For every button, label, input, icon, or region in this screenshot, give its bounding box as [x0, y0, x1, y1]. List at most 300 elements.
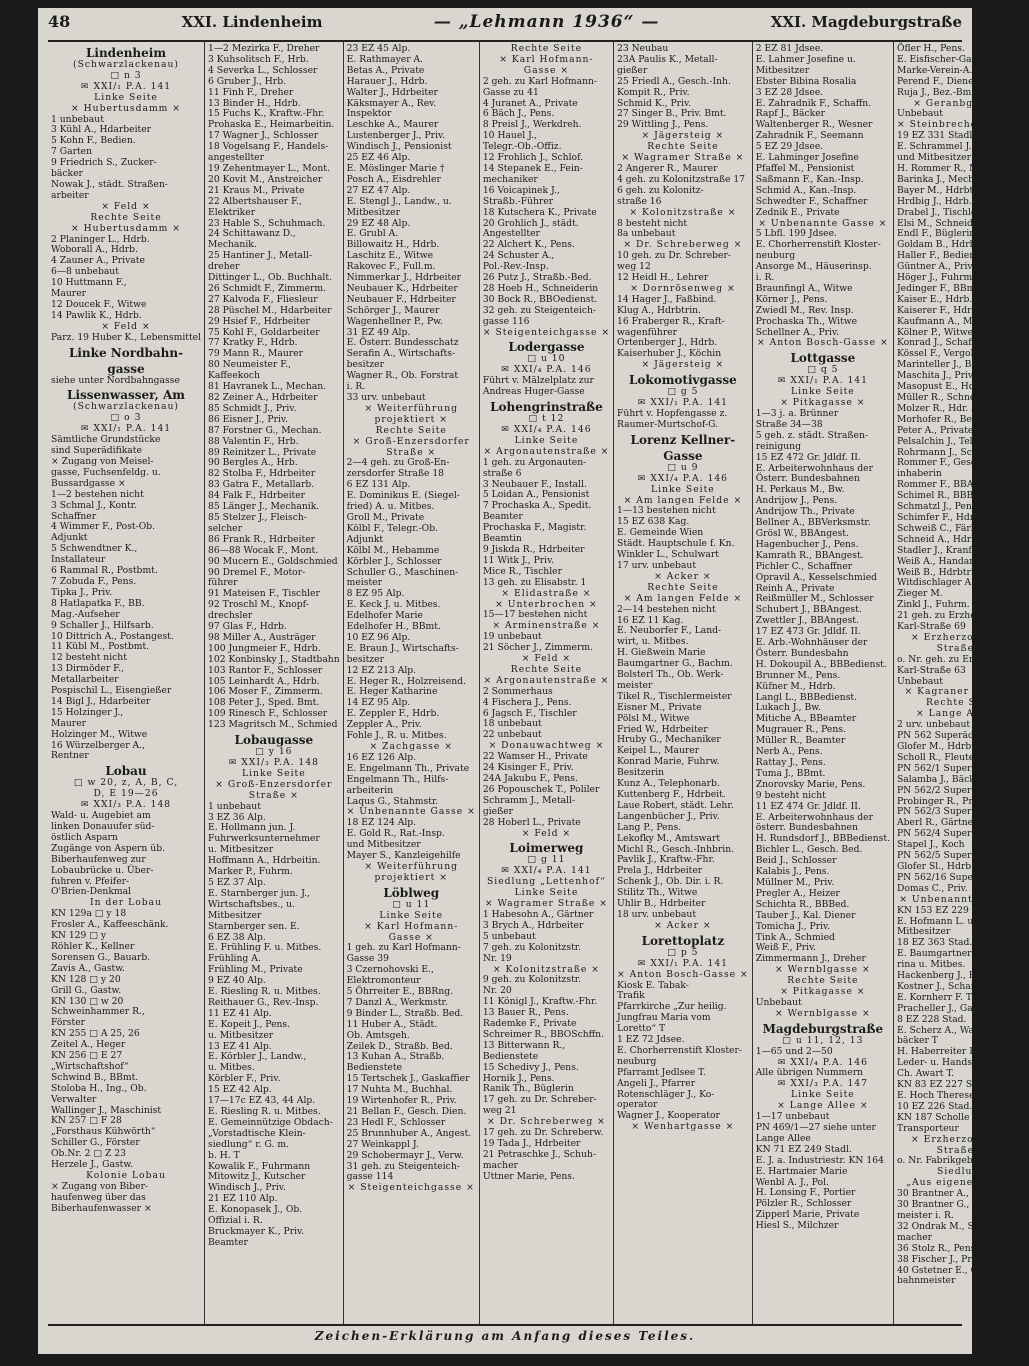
entry-line: Zeitel A., Heger [51, 1039, 126, 1051]
entry-line: Schwedter F., Schaffner [755, 195, 868, 207]
entry-line: 15 EZ 472 Gr. Jdldf. II. [755, 451, 861, 463]
entry-line: 28 Hoeb H., Schneiderin [482, 282, 599, 294]
section-label: Rechte Seite [647, 141, 719, 153]
section-label: Linke Seite [651, 483, 715, 495]
entry-line: Uttner Marie, Pens. [482, 1170, 575, 1182]
entry-line: 1 geh. zu Argonauten- [482, 456, 587, 468]
entry-line: 90 Dremel F., Motor- [208, 566, 306, 578]
entry-line: 10 Huttmann F., [51, 277, 127, 289]
entry-line: Znorovsky Marie, Pens. [755, 778, 866, 790]
entry-line: E. Kopeit J., Pens. [208, 1018, 291, 1030]
entry-line: 1—3 j. a. Brünner [755, 408, 839, 419]
entry-line: Rommer F., BBAngest. [896, 479, 1003, 491]
entry-line: E. Zeppler F., Hdrb. [346, 708, 440, 720]
entry-line: 13 EZ 41 Alp. [208, 1040, 272, 1052]
entry-line: Frosler A., Kaffeeschänk. [51, 919, 169, 931]
entry-line: Edelhofer Marie [346, 610, 423, 622]
entry-line: PN 562/3 Superädifikat [896, 806, 1007, 818]
entry-line: Prochaska F., Magistr. [482, 522, 587, 534]
entry-line: 77 Kratky F., Hdrb. [208, 337, 298, 349]
entry-line: Mitbesitzer [208, 909, 262, 921]
section-label: □ o 3 [110, 412, 142, 424]
entry-line: macher [896, 1231, 933, 1243]
entry-line: 3 Czernohovski E., [346, 964, 434, 976]
section-label: × Kagraner Anger × [904, 686, 1019, 698]
entry-line: Raumer-Murtschof-G. [617, 418, 719, 430]
entry-line: E. Hartmaier Marie [755, 1165, 848, 1177]
entry-line: 16 Würzelberger A., [51, 739, 146, 751]
entry-line: 21 Bellan F., Gesch. Dien. [346, 1106, 467, 1117]
section-label: × Pitkagasse × [780, 397, 866, 409]
entry-line: 1 EZ 72 Jdsee. [617, 1034, 685, 1046]
entry-line: 27 Kalvoda F., Fliesleur [208, 293, 318, 305]
section-label: × Dr. Schreberweg × [623, 239, 743, 251]
entry-line: Andrijow J., Pens. [755, 495, 838, 507]
entry-line: Schneid A., Hdrb. [896, 533, 980, 545]
entry-line: 14 Bigl J., Hdarbeiter [51, 695, 151, 707]
street-heading: Gasse [663, 448, 703, 463]
entry-line: Kalabis J., Pens. [755, 866, 830, 878]
column-5 [614, 42, 753, 1324]
section-label: Straße × [386, 446, 437, 458]
entry-line: Hagenbucher J., Pens. [755, 538, 859, 550]
entry-line: meister [617, 679, 653, 691]
entry-line: Lange Allee [755, 1132, 811, 1144]
entry-line: 82 Zeiner A., Hdrbeiter [208, 392, 318, 403]
entry-line: Österr. Bundesbahnen [755, 473, 860, 485]
entry-line: Klug A., Hdrbtrin. [617, 304, 701, 316]
entry-line: 16 EZ 126 Alp. [346, 751, 417, 763]
entry-line: 4 Wimmer F., Post-Ob. [51, 521, 156, 533]
entry-line: Pfarrkirche „Zur heilig. [617, 1001, 727, 1013]
section-label: ✉ XXI/₁ P.A. 141 [80, 423, 172, 435]
entry-line: Kowalik F., Fuhrmann [208, 1160, 311, 1172]
entry-line: Müller R., Beamter [755, 735, 846, 747]
entry-line: Fuhrwerksunternehmer [208, 833, 320, 845]
section-label: × Arminenstraße × [492, 620, 601, 632]
entry-line: Schmid K., Priv. [617, 97, 691, 109]
entry-line: Langenbücher J., Priv. [617, 810, 720, 822]
entry-line: 2 urv. unbebaut [896, 719, 971, 731]
entry-line: × Zugang von Meisel- [51, 456, 154, 467]
section-label: × Erzherzog Karl- [911, 631, 1013, 643]
entry-line: Unbebaut [896, 675, 943, 687]
entry-line: 5 Schwendtner K., [51, 543, 138, 555]
page-footer: Zeichen-Erklärung am Anfang dieses Teiles. [48, 1324, 962, 1347]
entry-line: Installateur [51, 554, 106, 566]
entry-line: 3 Kuhsolitsch F., Hrb. [208, 53, 309, 65]
entry-line: H. Dokoupil A., BBBedienst. [755, 658, 887, 670]
entry-line: 92 Troschl M., Knopf- [208, 599, 309, 611]
entry-line: 14 Stepanek E., Fein- [482, 162, 583, 174]
section-label: Siedlung [937, 1166, 987, 1178]
entry-line: Rohrmann J., Schlosser [896, 446, 1006, 458]
entry-line: Bayer M., Hdrbtrin. [896, 184, 990, 196]
entry-line: meister [346, 577, 382, 589]
entry-line: Körner J., Pens. [755, 293, 828, 305]
section-label: Linke Seite [791, 1089, 855, 1101]
entry-line: Prochaska Th., Witwe [755, 315, 858, 327]
entry-line: 105 Leinhardt A., Hdrb. [208, 675, 320, 687]
entry-line: KN 255 □ A 25, 26 [51, 1028, 140, 1040]
entry-line: Sämtliche Grundstücke [51, 434, 161, 446]
entry-line: Trafik [617, 990, 645, 1002]
section-label: × Elidastraße × [501, 587, 592, 599]
entry-line: o. Nr. geh. zu Erzherzog [896, 653, 1011, 665]
entry-line: Nerb A., Pens. [755, 746, 823, 758]
entry-line: sind Superädifikate [51, 445, 142, 457]
entry-line: H. Lonsing F., Portier [755, 1187, 856, 1199]
entry-line: „Wirtschaftshof“ [51, 1060, 129, 1072]
entry-line: H. Gießwein Marie [617, 647, 706, 659]
entry-line: 16 Fraberger R., Kraft- [617, 315, 725, 327]
entry-line: gießer [482, 805, 514, 817]
section-label: × Acker × [654, 570, 712, 582]
entry-line: Haller F., Bedienerin [896, 250, 994, 262]
entry-line: 6 EZ 131 Alp. [346, 479, 411, 491]
section-label: (Schwarzlackenau) [73, 401, 179, 413]
entry-line: Zeppler A., Priv. [346, 719, 422, 731]
entry-line: Perend F., Diener [896, 75, 978, 87]
entry-line: Lobaubrücke u. Über- [51, 864, 154, 876]
section-label: Linke Seite [241, 767, 306, 779]
entry-line: bahnmeister [896, 1275, 956, 1287]
entry-line: Parz. 19 Huber K., Lebensmittel [51, 331, 202, 343]
entry-line: 17 EZ 473 Gr. Jdldf. II. [755, 626, 861, 638]
entry-line: 1—2 Mezirka F., Dreher [208, 43, 320, 54]
section-label: × Unbenannter Weg × [899, 893, 1025, 905]
entry-line: 8a unbebaut [617, 228, 676, 240]
entry-line: Transporteur [896, 1122, 959, 1134]
entry-line: 14 EZ 95 Alp. [346, 697, 411, 709]
entry-line: 12 Frohlich J., Schlof. [482, 152, 584, 164]
entry-line: rina u. Mitbes. [896, 959, 966, 971]
entry-line: 1—17 unbebaut [755, 1111, 830, 1123]
column-3 [344, 42, 480, 1324]
entry-line: Prohaska E., Heimarbeitin. [208, 119, 335, 131]
section-label: ✉ XXI/₁ P.A. 141 [777, 375, 868, 387]
entry-line: 12 Heidl H., Lehrer [617, 272, 709, 284]
entry-line: Jungfrau Maria vom [617, 1012, 711, 1024]
section-label: D, E 19—26 [93, 788, 159, 800]
entry-line: Mice R., Tischler [482, 565, 562, 577]
entry-line: 14 Pawlik K., Hdrb. [51, 309, 142, 321]
entry-line: führer [208, 577, 238, 589]
entry-line: Wirtschaftsbes., u. [208, 898, 296, 910]
entry-line: Unbebaut [755, 996, 802, 1008]
entry-line: Stoloba H., Ing., Ob. [51, 1082, 147, 1094]
entry-line: Zugänge von Aspern üb. [51, 842, 165, 854]
entry-line: 9 Binder L., Straßb. Bed. [346, 1007, 464, 1019]
entry-line: Kunz A., Telephonarb. [617, 778, 720, 790]
entry-line: E. Stengl J., Landw., u. [346, 195, 452, 207]
section-label: × Dornrösenweg × [630, 282, 736, 294]
entry-line: 3 Kühl A., Hdarbeiter [51, 124, 152, 136]
entry-line: Biberhaufenweg zur [51, 853, 146, 865]
entry-line: 85 Länger J., Mechanik. [208, 501, 320, 513]
entry-line: Pölzler R., Schlosser [755, 1198, 852, 1210]
entry-line: Probinger R., Private [896, 795, 996, 807]
entry-line: 103 Rantor F., Schlosser [208, 664, 323, 676]
section-label: Straße × [936, 1144, 987, 1156]
entry-line: E. Kornherr F. T [896, 991, 972, 1003]
entry-line: Witdischlager A., Bw. [896, 577, 997, 589]
entry-line: Ruja J., Bez.-Bmt. [896, 86, 978, 98]
entry-line: 20 Grohlich J., städt. [482, 217, 579, 229]
entry-line: Stapel J., Koch [896, 839, 965, 851]
entry-line: Windisch J., Pensionist [346, 141, 452, 153]
entry-line: arbeiter [51, 189, 89, 201]
entry-line: wirt, u. Mitbes. [617, 636, 689, 648]
entry-line: PN 562 Superädifikat [896, 730, 998, 742]
entry-line: E. Riesling R. u. Mitbes. [208, 1106, 321, 1117]
section-label: × Steigenteichgasse × [482, 326, 611, 338]
entry-line: 26 Schmidt F., Zimmerm. [208, 282, 327, 294]
section-label: Rechte Seite [787, 975, 859, 987]
entry-line: Glofer M., Hdrbtrin. [896, 741, 992, 752]
entry-line: Marke-Verein-A.G. [896, 64, 983, 76]
entry-line: Salamba J., Bäcker [896, 773, 985, 785]
street-heading: Lohengrinstraße [490, 400, 603, 415]
entry-line: 23 Hable S., Schuhmach. [208, 217, 326, 229]
entry-line: Scholl R., Fleuterin [896, 751, 988, 763]
entry-line: Kölbl F., Telegr.-Ob. [346, 522, 439, 534]
entry-line: 5 Loidan A., Pensionist [482, 489, 590, 501]
entry-line: Herzele J., Gastw. [51, 1159, 134, 1171]
entry-line: Rademke F., Private [482, 1018, 577, 1030]
entry-line: 7 geh. zu Kolonitzstr. [482, 941, 582, 953]
entry-line: Laqus G., Stahmstr. [346, 795, 439, 807]
entry-line: 123 Magritsch M., Schmied [208, 719, 338, 731]
section-label: □ n 3 [110, 69, 142, 81]
entry-line: Kölner P., Witwe [896, 326, 974, 338]
entry-line: 8 Preisl J., Werkdreh. [482, 119, 582, 131]
entry-line: 13 Kuhan A., Straßb. [346, 1051, 445, 1063]
entry-line: 21 geh. zu Erzherzog [896, 610, 997, 622]
entry-line: 6 Rammal R., Postbmt. [51, 565, 158, 577]
entry-line: Hrdbig J., Hdrb. [896, 195, 972, 207]
column-7 [894, 42, 1029, 1324]
entry-line: 29 Wittling J., Pens. [617, 119, 709, 131]
entry-line: Zednik E., Private [755, 206, 840, 218]
entry-line: Zeilek D., Straßb. Bed. [346, 1040, 453, 1052]
entry-line: Bellner A., BBVerksmstr. [755, 517, 871, 529]
entry-line: 11 EZ 474 Gr. Jdldf. II. [755, 800, 861, 812]
entry-line: E. Hoch Therese [896, 1090, 975, 1101]
entry-line: Mechanik. [208, 239, 257, 251]
entry-line: Woborall A., Hdrb. [51, 244, 138, 256]
entry-line: Zwettler J., BBAngest. [755, 615, 859, 627]
entry-line: Pelsalchin J., Tel. Adjkt. [896, 435, 1007, 447]
section-label: ✉ XXI/₃ P.A. 147 [777, 1078, 868, 1090]
entry-line: Ch. Awart T. [896, 1068, 955, 1080]
entry-line: 17 urv. unbebaut [617, 559, 697, 571]
entry-line: 4 Severka L., Schlosser [208, 64, 318, 76]
section-label: □ g 11 [527, 854, 566, 866]
entry-line: KN 83 EZ 227 Stad. [896, 1079, 991, 1091]
entry-line: 17 geh. zu Dr. Schreber- [482, 1094, 597, 1106]
entry-line: Engelmann Th., Hilfs- [346, 773, 449, 785]
section-label: × Anton Bosch-Gasse × [757, 337, 889, 349]
entry-line: 6—8 unbebaut [51, 266, 119, 278]
section-label: ✉ XXI/₄ P.A. 146 [777, 1056, 868, 1068]
entry-line: haufenweg über das [51, 1191, 146, 1203]
entry-line: 84 Falk F., Hdrbeiter [208, 490, 306, 502]
entry-line: 97 Glas F., Hdrb. [208, 621, 287, 633]
entry-line: linken Donauufer süd- [51, 821, 155, 832]
entry-line: Pregler A., Heizer [755, 887, 840, 899]
entry-line: Holzinger M., Witwe [51, 728, 148, 740]
entry-line: Bruckmayer K., Priv. [208, 1225, 305, 1237]
entry-line: Bolsterl Th., Ob. Werk- [617, 669, 724, 681]
section-label: × Argonautenstraße × [483, 674, 610, 686]
entry-line: E. Gemeinde Wien [617, 527, 704, 539]
entry-line: 6 EZ 38 Alp. [208, 931, 266, 943]
entry-line: Konrad J., Schaffner [896, 337, 991, 349]
entry-line: 6 Gruber J., Hrb. [208, 75, 286, 87]
entry-line: 10 EZ 96 Alp. [346, 631, 411, 643]
entry-line: Grill G., Gastw. [51, 984, 122, 996]
header-title: — „Lehmann 1936“ — [433, 12, 660, 32]
entry-line: Weiß B., Hdrbtrin. [896, 566, 983, 578]
section-label: × Hubertusdamm × [71, 222, 181, 234]
entry-line: 22 Albertshauser F., [208, 195, 302, 207]
entry-line: Führt v. Mälzelplatz zur [482, 375, 594, 387]
entry-line: H. Rommer R., Mechaniker [896, 162, 1025, 174]
entry-line: macher [482, 1159, 518, 1171]
entry-line: 1—65 und 2—50 [755, 1045, 833, 1057]
section-label: × Feld × [101, 200, 151, 212]
entry-line: 25 Hantiner J., Metall- [208, 250, 313, 262]
street-heading: Löblweg [383, 885, 440, 900]
entry-line: 3 EZ 28 Jdsee. [755, 86, 824, 98]
section-label: □ w 20, z, A, B, C, [73, 777, 179, 789]
entry-line: Kuttenberg F., Hdrbeit. [617, 789, 726, 800]
street-heading: Lobau [105, 764, 147, 779]
entry-line: Unbebaut [896, 108, 943, 120]
entry-line: 8 EZ 228 Stad. [896, 1013, 967, 1025]
entry-line: Gasse zu 41 [482, 86, 539, 98]
entry-line: 38 Fischer J., Priv. [896, 1253, 982, 1265]
entry-line: zersdorfer Straße 18 [346, 468, 445, 480]
entry-line: 30 Brantner G., Werk- [896, 1199, 1000, 1211]
entry-line: 18 Kutschera K., Private [482, 206, 597, 218]
entry-line: Morhofer R., Bedien. [896, 413, 995, 425]
entry-line: 14 Hager J., Faßbind. [617, 293, 717, 305]
entry-line: Elektriker [208, 206, 256, 218]
entry-line: 12 Doucek F., Witwe [51, 298, 147, 310]
entry-line: 75 Kohl F., Goldarbeiter [208, 326, 320, 338]
entry-line: wagenführer [617, 326, 678, 338]
entry-line: Kiosk E. Tabak- [617, 979, 689, 991]
entry-line: selcher [208, 522, 242, 534]
entry-line: E. Rathmayer A. [346, 53, 424, 65]
entry-line: Rapf J., Bäcker [755, 108, 826, 120]
header-left-section: XXI. Lindenheim [181, 13, 323, 31]
entry-line: 18 unbebaut [482, 718, 542, 730]
entry-line: E. Heger R., Holzreisend. [346, 675, 466, 687]
entry-line: Zipperl Marie, Private [755, 1209, 860, 1221]
entry-line: 86 Frank R., Hdrbeiter [208, 533, 316, 545]
entry-line: E. Gold R., Rat.-Insp. [346, 828, 445, 840]
entry-line: 31 EZ 49 Alp. [346, 326, 411, 338]
section-label: □ u 10 [527, 353, 566, 365]
entry-line: 4 Fischera J., Pens. [482, 696, 572, 708]
entry-line: Bedienstete [482, 1050, 539, 1062]
section-label: × Unterbrochen × [495, 598, 598, 610]
section-label: × Weiterführung [364, 402, 459, 414]
section-label: × Wagramer Straße × [621, 152, 745, 164]
entry-line: 11 Kübl M., Postbmt. [51, 641, 150, 653]
entry-line: Tink A., Schmied [755, 931, 835, 943]
entry-line: 18 EZ 363 Stad. [896, 937, 973, 949]
entry-line: 86—88 Wocak F., Mont. [208, 544, 319, 556]
entry-line: Schubert J., BBAngest. [755, 604, 862, 616]
entry-line: 36 Stolz R., Pens. [896, 1242, 979, 1254]
section-label: × Anton Bosch-Gasse × [617, 968, 749, 980]
entry-line: 13 Bitterwann R., [482, 1039, 566, 1051]
entry-line: bäcker T [896, 1035, 938, 1047]
entry-line: 4 Zauner A., Private [51, 255, 145, 267]
section-label: ✉ XXI/₄ P.A. 141 [501, 865, 592, 877]
entry-line: 11 EZ 41 Alp. [208, 1007, 272, 1019]
entry-line: 1—13 bestehen nicht [617, 505, 716, 517]
entry-line: neuburg [755, 250, 796, 262]
section-label: □ p 5 [667, 946, 699, 958]
entry-line: i. R. [755, 272, 775, 284]
entry-line: Grösl W., BBAngest. [755, 527, 849, 539]
entry-line: Angeli J., Pfarrer [617, 1077, 696, 1089]
section-label: Rechte Seite [375, 424, 447, 436]
entry-line: Beamtin [482, 533, 522, 545]
entry-line: 11 Huber A., Städt. [346, 1018, 438, 1030]
entry-line: Schmid A., Kan.-Insp. [755, 184, 857, 196]
entry-line: Offizial i. R. [208, 1215, 263, 1227]
entry-line: Schweiß C., Färbeardt. [896, 522, 1005, 534]
entry-line: 19 Wirtenhofer R., Priv. [346, 1095, 457, 1107]
entry-line: bäcker [51, 168, 83, 180]
entry-line: Reißmüller M., Schlosser [755, 593, 874, 605]
entry-line: Mugrauer R., Pens. [755, 724, 846, 736]
page-number: 48 [48, 12, 71, 31]
entry-line: Laue Robert, städt. Lehr. [617, 799, 734, 811]
street-heading: Lindenheim [85, 46, 167, 60]
entry-line: E. Frühling F. u. Mitbes. [208, 942, 322, 954]
entry-line: Verwalter [51, 1093, 97, 1105]
entry-line: 15 Holzinger J., [51, 706, 124, 718]
entry-line: Neubauer F., Hdrbeiter [346, 293, 456, 305]
section-label: Gasse × [388, 931, 434, 943]
entry-line: 87 Forstner G., Mechan. [208, 424, 322, 436]
entry-line: 90 Mucern E., Goldschmied [208, 555, 338, 567]
street-heading: Lokomotivgasse [628, 373, 737, 388]
entry-line: E. Arbeiterwohnhaus der [755, 811, 873, 823]
entry-line: Rommer F., Gesellschafts- [896, 457, 1019, 469]
entry-line: E. Baumgartner Katha- [896, 948, 1006, 960]
section-label: Rechte Seite [90, 211, 162, 223]
entry-line: 6 Bäch J., Pens. [482, 108, 555, 120]
entry-line: Schuller G., Maschinen- [346, 566, 459, 578]
entry-line: KN 129 □ y [51, 930, 107, 942]
entry-line: 9 geh. zu Kolonitzstr. [482, 974, 582, 986]
entry-line: 19 Zehentmayer L., Mont. [208, 162, 330, 174]
entry-line: Mitbesitzer [346, 206, 401, 218]
entry-line: 3 Schmal J., Kontr. [51, 499, 137, 511]
entry-line: 4 geh. zu Kolonitzstraße 17 [617, 173, 746, 185]
entry-line: Hornik J., Pens. [482, 1072, 555, 1084]
entry-line: 11 Witk J., Priv. [482, 554, 555, 566]
entry-line: Zieger M. [896, 588, 943, 600]
